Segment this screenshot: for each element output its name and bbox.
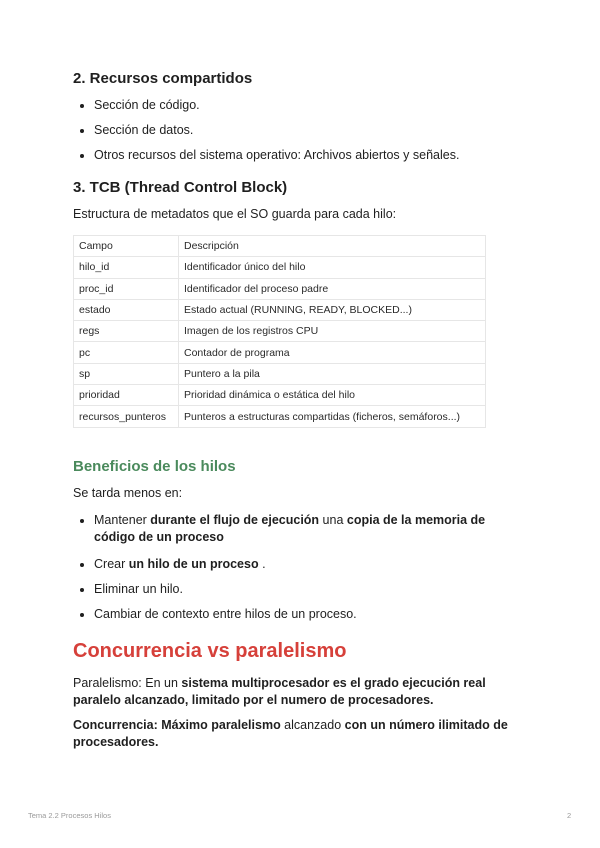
footer-doc-title: Tema 2.2 Procesos Hilos	[28, 811, 111, 820]
concurrencia-heading: Concurrencia vs paralelismo	[73, 639, 347, 662]
section-3-intro: Estructura de metadatos que el SO guarda para cada hilo:	[73, 207, 397, 221]
bold-run: Concurrencia: Máximo paralelismo	[73, 717, 281, 732]
paralelismo-paragraph	[73, 675, 513, 709]
text-run: una	[319, 512, 347, 527]
table-cell: regs	[74, 321, 179, 342]
section-2-heading: 2. Recursos compartidos	[73, 70, 253, 87]
list-item	[73, 512, 513, 546]
table-cell: Prioridad dinámica o estática del hilo	[179, 385, 486, 406]
table-cell: sp	[74, 363, 179, 384]
concurrencia-paragraph	[73, 717, 513, 751]
bold-run: copia de la memoria de código de un proceso	[94, 512, 486, 544]
tcb-table	[73, 235, 486, 428]
beneficios-list	[73, 512, 513, 623]
section-3-heading: 3. TCB (Thread Control Block)	[73, 179, 288, 196]
list-item: Sección de código.	[73, 97, 513, 114]
list-item: Eliminar un hilo.	[73, 581, 513, 598]
table-row	[74, 278, 486, 299]
table-cell: hilo_id	[74, 257, 179, 278]
text-run: .	[258, 556, 266, 571]
table-row	[74, 299, 486, 320]
section-2-list	[73, 97, 513, 164]
table-cell: proc_id	[74, 278, 179, 299]
table-cell: prioridad	[74, 385, 179, 406]
text-run: Crear	[94, 556, 129, 571]
table-row	[74, 406, 486, 427]
bold-run: con un número ilimitado de procesadores.	[73, 717, 508, 749]
footer-page-number: 2	[567, 811, 572, 820]
page-content	[73, 70, 513, 751]
table-cell: Imagen de los registros CPU	[179, 321, 486, 342]
table-cell: estado	[74, 299, 179, 320]
table-cell: Identificador del proceso padre	[179, 278, 486, 299]
table-row	[74, 385, 486, 406]
table-cell: Punteros a estructuras compartidas (ficheros, semáforos...)	[179, 406, 486, 427]
list-item: Otros recursos del sistema operativo: Archivos abiertos y señales.	[73, 147, 513, 164]
list-item: Cambiar de contexto entre hilos de un proceso.	[73, 606, 513, 623]
table-header-cell: Campo	[74, 236, 179, 257]
table-cell: Puntero a la pila	[179, 363, 486, 384]
beneficios-heading: Beneficios de los hilos	[73, 457, 236, 475]
text-run: Paralelismo: En un	[73, 675, 182, 690]
text-run: Mantener	[94, 512, 151, 527]
list-item: Sección de datos.	[73, 122, 513, 139]
table-cell: Contador de programa	[179, 342, 486, 363]
bold-run: un hilo de un proceso	[128, 556, 259, 571]
table-header-row	[74, 236, 486, 257]
table-cell: pc	[74, 342, 179, 363]
table-cell: recursos_punteros	[74, 406, 179, 427]
table-header-cell: Descripción	[179, 236, 486, 257]
table-row	[74, 321, 486, 342]
list-item	[73, 556, 513, 573]
table-cell: Identificador único del hilo	[179, 257, 486, 278]
table-row	[74, 342, 486, 363]
bold-run: durante el flujo de ejecución	[150, 512, 320, 527]
table-row	[74, 363, 486, 384]
table-cell: Estado actual (RUNNING, READY, BLOCKED...)	[179, 299, 486, 320]
text-run: alcanzado	[280, 717, 345, 732]
beneficios-intro: Se tarda menos en:	[73, 485, 183, 500]
bold-run: sistema multiprocesador es el grado ejecución real paralelo alcanzado, limitado por el numero de procesadores.	[73, 675, 486, 707]
table-row	[74, 257, 486, 278]
